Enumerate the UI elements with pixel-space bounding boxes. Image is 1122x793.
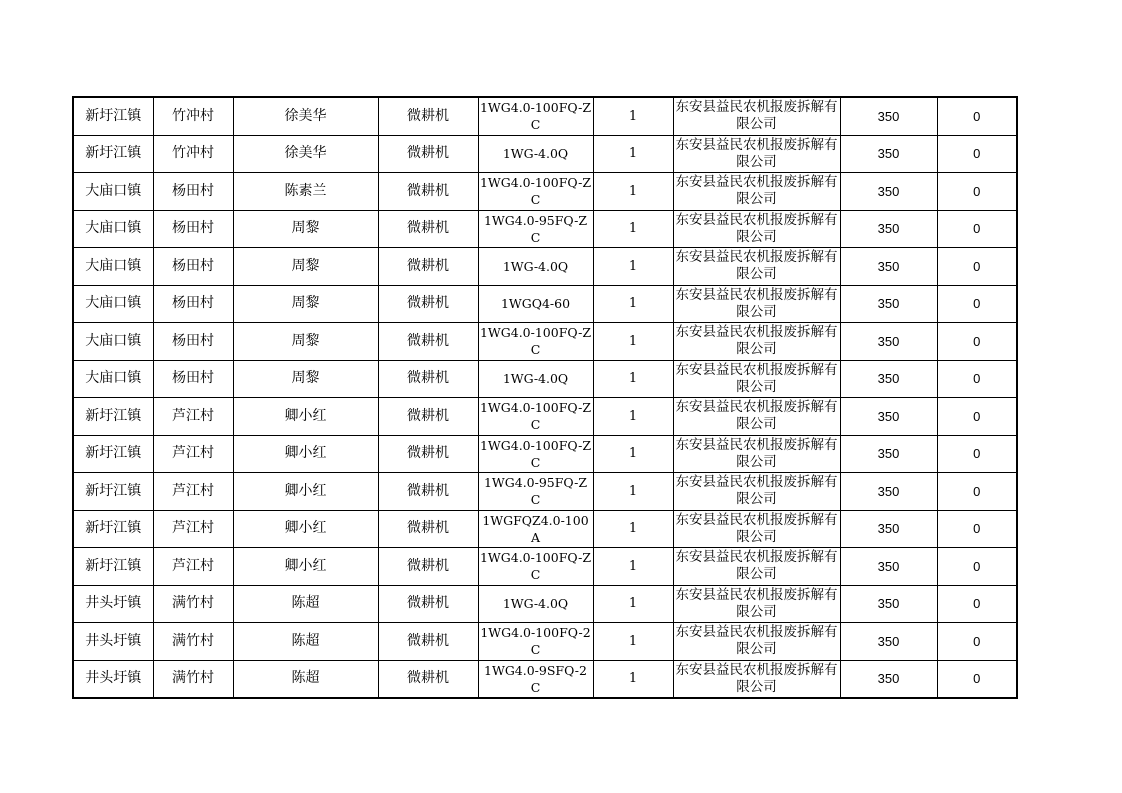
town-cell: 新圩江镇 [73, 510, 153, 548]
model-cell: 1WG4.0-100FQ-ZC [478, 97, 593, 135]
town-cell: 井头圩镇 [73, 660, 153, 698]
village-cell: 竹冲村 [153, 97, 233, 135]
quantity-cell: 1 [593, 248, 673, 286]
company-cell: 东安县益民农机报废拆解有限公司 [673, 173, 840, 211]
owner-name-cell: 周黎 [233, 248, 378, 286]
quantity-cell: 1 [593, 585, 673, 623]
company-cell: 东安县益民农机报废拆解有限公司 [673, 435, 840, 473]
subsidy-amount-cell: 350 [840, 285, 937, 323]
machine-type-cell: 微耕机 [378, 435, 478, 473]
table-row [73, 285, 1017, 323]
table-row [73, 510, 1017, 548]
table-row [73, 473, 1017, 511]
quantity-cell: 1 [593, 510, 673, 548]
model-cell: 1WGQ4-60 [478, 285, 593, 323]
owner-name-cell: 陈超 [233, 623, 378, 661]
owner-name-cell: 卿小红 [233, 548, 378, 586]
company-cell: 东安县益民农机报废拆解有限公司 [673, 510, 840, 548]
model-cell: 1WG4.0-100FQ-ZC [478, 323, 593, 361]
village-cell: 芦江村 [153, 510, 233, 548]
model-cell: 1WG-4.0Q [478, 248, 593, 286]
extra-amount-cell: 0 [937, 323, 1017, 361]
town-cell: 大庙口镇 [73, 210, 153, 248]
subsidy-amount-cell: 350 [840, 210, 937, 248]
table-row [73, 97, 1017, 135]
model-cell: 1WG4.0-100FQ-ZC [478, 173, 593, 211]
machine-type-cell: 微耕机 [378, 285, 478, 323]
machine-type-cell: 微耕机 [378, 135, 478, 173]
owner-name-cell: 徐美华 [233, 97, 378, 135]
table-row [73, 398, 1017, 436]
machine-type-cell: 微耕机 [378, 173, 478, 211]
subsidy-amount-cell: 350 [840, 585, 937, 623]
owner-name-cell: 卿小红 [233, 398, 378, 436]
village-cell: 芦江村 [153, 473, 233, 511]
extra-amount-cell: 0 [937, 548, 1017, 586]
subsidy-amount-cell: 350 [840, 398, 937, 436]
quantity-cell: 1 [593, 135, 673, 173]
extra-amount-cell: 0 [937, 135, 1017, 173]
quantity-cell: 1 [593, 285, 673, 323]
quantity-cell: 1 [593, 210, 673, 248]
table-row [73, 548, 1017, 586]
town-cell: 大庙口镇 [73, 248, 153, 286]
town-cell: 新圩江镇 [73, 97, 153, 135]
village-cell: 芦江村 [153, 548, 233, 586]
quantity-cell: 1 [593, 360, 673, 398]
table-row [73, 360, 1017, 398]
owner-name-cell: 陈超 [233, 585, 378, 623]
machine-type-cell: 微耕机 [378, 585, 478, 623]
extra-amount-cell: 0 [937, 248, 1017, 286]
machine-type-cell: 微耕机 [378, 210, 478, 248]
model-cell: 1WG4.0-100FQ-ZC [478, 435, 593, 473]
extra-amount-cell: 0 [937, 97, 1017, 135]
model-cell: 1WG4.0-100FQ-ZC [478, 398, 593, 436]
subsidy-amount-cell: 350 [840, 510, 937, 548]
town-cell: 大庙口镇 [73, 173, 153, 211]
machine-type-cell: 微耕机 [378, 360, 478, 398]
town-cell: 新圩江镇 [73, 398, 153, 436]
company-cell: 东安县益民农机报废拆解有限公司 [673, 360, 840, 398]
company-cell: 东安县益民农机报废拆解有限公司 [673, 398, 840, 436]
table-row [73, 323, 1017, 361]
model-cell: 1WG4.0-95FQ-ZC [478, 473, 593, 511]
extra-amount-cell: 0 [937, 510, 1017, 548]
quantity-cell: 1 [593, 173, 673, 211]
machine-type-cell: 微耕机 [378, 623, 478, 661]
town-cell: 新圩江镇 [73, 135, 153, 173]
town-cell: 井头圩镇 [73, 585, 153, 623]
extra-amount-cell: 0 [937, 623, 1017, 661]
company-cell: 东安县益民农机报废拆解有限公司 [673, 248, 840, 286]
model-cell: 1WGFQZ4.0-100A [478, 510, 593, 548]
machine-type-cell: 微耕机 [378, 510, 478, 548]
company-cell: 东安县益民农机报废拆解有限公司 [673, 585, 840, 623]
owner-name-cell: 周黎 [233, 360, 378, 398]
company-cell: 东安县益民农机报废拆解有限公司 [673, 135, 840, 173]
machine-type-cell: 微耕机 [378, 548, 478, 586]
subsidy-amount-cell: 350 [840, 435, 937, 473]
village-cell: 杨田村 [153, 173, 233, 211]
extra-amount-cell: 0 [937, 360, 1017, 398]
quantity-cell: 1 [593, 398, 673, 436]
company-cell: 东安县益民农机报废拆解有限公司 [673, 323, 840, 361]
table-body [73, 97, 1017, 698]
extra-amount-cell: 0 [937, 660, 1017, 698]
model-cell: 1WG4.0-95FQ-ZC [478, 210, 593, 248]
company-cell: 东安县益民农机报废拆解有限公司 [673, 660, 840, 698]
quantity-cell: 1 [593, 660, 673, 698]
quantity-cell: 1 [593, 435, 673, 473]
extra-amount-cell: 0 [937, 435, 1017, 473]
town-cell: 新圩江镇 [73, 473, 153, 511]
company-cell: 东安县益民农机报废拆解有限公司 [673, 623, 840, 661]
model-cell: 1WG4.0-100FQ-ZC [478, 548, 593, 586]
model-cell: 1WG4.0-100FQ-2C [478, 623, 593, 661]
machine-type-cell: 微耕机 [378, 398, 478, 436]
subsidy-amount-cell: 350 [840, 623, 937, 661]
table-row [73, 135, 1017, 173]
town-cell: 大庙口镇 [73, 323, 153, 361]
table-row [73, 660, 1017, 698]
subsidy-amount-cell: 350 [840, 135, 937, 173]
owner-name-cell: 卿小红 [233, 435, 378, 473]
company-cell: 东安县益民农机报废拆解有限公司 [673, 473, 840, 511]
village-cell: 杨田村 [153, 248, 233, 286]
company-cell: 东安县益民农机报废拆解有限公司 [673, 97, 840, 135]
quantity-cell: 1 [593, 473, 673, 511]
village-cell: 芦江村 [153, 435, 233, 473]
table-row [73, 435, 1017, 473]
owner-name-cell: 周黎 [233, 323, 378, 361]
owner-name-cell: 陈素兰 [233, 173, 378, 211]
village-cell: 满竹村 [153, 623, 233, 661]
owner-name-cell: 周黎 [233, 285, 378, 323]
subsidy-amount-cell: 350 [840, 248, 937, 286]
subsidy-amount-cell: 350 [840, 173, 937, 211]
company-cell: 东安县益民农机报废拆解有限公司 [673, 548, 840, 586]
subsidy-amount-cell: 350 [840, 97, 937, 135]
subsidy-amount-cell: 350 [840, 548, 937, 586]
extra-amount-cell: 0 [937, 585, 1017, 623]
town-cell: 大庙口镇 [73, 285, 153, 323]
model-cell: 1WG-4.0Q [478, 360, 593, 398]
table-row [73, 173, 1017, 211]
extra-amount-cell: 0 [937, 398, 1017, 436]
company-cell: 东安县益民农机报废拆解有限公司 [673, 285, 840, 323]
owner-name-cell: 徐美华 [233, 135, 378, 173]
extra-amount-cell: 0 [937, 285, 1017, 323]
table-row [73, 248, 1017, 286]
town-cell: 井头圩镇 [73, 623, 153, 661]
village-cell: 杨田村 [153, 360, 233, 398]
quantity-cell: 1 [593, 323, 673, 361]
scrap-subsidy-table [72, 96, 1018, 699]
machine-type-cell: 微耕机 [378, 473, 478, 511]
table-row [73, 585, 1017, 623]
model-cell: 1WG-4.0Q [478, 135, 593, 173]
town-cell: 新圩江镇 [73, 435, 153, 473]
village-cell: 芦江村 [153, 398, 233, 436]
quantity-cell: 1 [593, 97, 673, 135]
subsidy-amount-cell: 350 [840, 473, 937, 511]
machine-type-cell: 微耕机 [378, 248, 478, 286]
extra-amount-cell: 0 [937, 473, 1017, 511]
town-cell: 新圩江镇 [73, 548, 153, 586]
extra-amount-cell: 0 [937, 210, 1017, 248]
quantity-cell: 1 [593, 623, 673, 661]
quantity-cell: 1 [593, 548, 673, 586]
model-cell: 1WG-4.0Q [478, 585, 593, 623]
town-cell: 大庙口镇 [73, 360, 153, 398]
owner-name-cell: 周黎 [233, 210, 378, 248]
machine-type-cell: 微耕机 [378, 323, 478, 361]
extra-amount-cell: 0 [937, 173, 1017, 211]
subsidy-amount-cell: 350 [840, 660, 937, 698]
subsidy-amount-cell: 350 [840, 360, 937, 398]
village-cell: 满竹村 [153, 660, 233, 698]
village-cell: 杨田村 [153, 323, 233, 361]
owner-name-cell: 卿小红 [233, 473, 378, 511]
owner-name-cell: 卿小红 [233, 510, 378, 548]
village-cell: 竹冲村 [153, 135, 233, 173]
village-cell: 杨田村 [153, 285, 233, 323]
machine-type-cell: 微耕机 [378, 660, 478, 698]
village-cell: 满竹村 [153, 585, 233, 623]
table-row [73, 210, 1017, 248]
machine-type-cell: 微耕机 [378, 97, 478, 135]
company-cell: 东安县益民农机报废拆解有限公司 [673, 210, 840, 248]
village-cell: 杨田村 [153, 210, 233, 248]
table-row [73, 623, 1017, 661]
owner-name-cell: 陈超 [233, 660, 378, 698]
model-cell: 1WG4.0-9SFQ-2C [478, 660, 593, 698]
subsidy-amount-cell: 350 [840, 323, 937, 361]
